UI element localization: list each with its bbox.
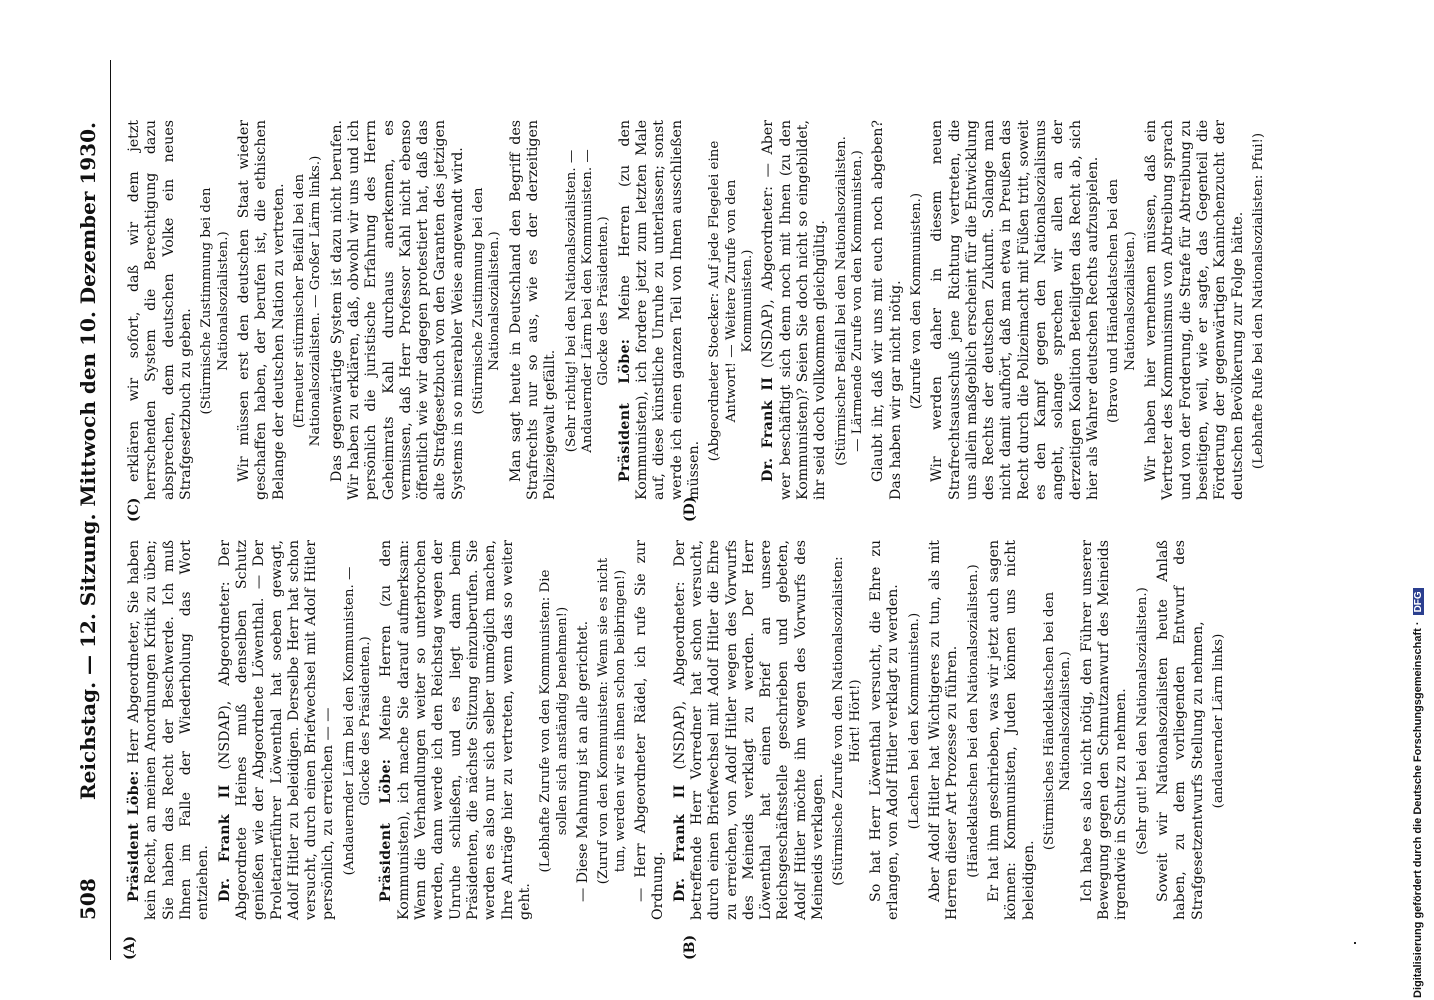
- text-paragraph: Wir müssen erst den deutschen Staat wieder geschaffen haben, der berufen ist, die ethischen Belange der deutschen Nation zu vertreten.: [235, 120, 287, 500]
- speech-text: (NSDAP), Abgeordneter: Der Abgeordnete Heines muß denselben Schutz genießen wie der Abgeordnete Löwenthal. — Der Proletarierführer Löwenthal hat soeben gewagt, Adolf Hitler zu beleidigen. Derselbe Herr hat schon versucht, durch einen Briefwechsel mit Adolf Hitler persönlich, zu erreichen — —: [216, 540, 337, 920]
- speech-paragraph: [672, 540, 828, 920]
- interjection: (Zurufe von den Kommunisten.): [908, 192, 924, 410]
- page-title: Reichstag. — 12. Sitzung. Mittwoch den 10. Dezember 1930.: [76, 122, 100, 800]
- dfg-logo: DFG: [1413, 588, 1424, 615]
- funding-sidebar: [1412, 8, 1434, 998]
- speaker-name: Dr. Frank II: [760, 376, 777, 482]
- scan-dot: [1354, 942, 1356, 944]
- left-column: [126, 540, 1231, 920]
- interjection: (Stürmischer Beifall bei den Nationalsozialisten. — Lärmende Zurufe von den Kommunisten.): [833, 136, 865, 466]
- text-paragraph: Wir haben hier vernehmen müssen, daß ein Vertreter des Kommunismus von Abtreibung sprach und von der Forderung, die Strafe für Abtreibung zu beseitigen, weil, wie er sagte, das Gegenteil die Förderung der gegenwärtigen Kaninchenzucht der deutschen Bevölkerung zur Folge hätte.: [1143, 120, 1246, 500]
- page-number: 508: [76, 878, 100, 920]
- interjection: (Stürmische Zustimmung bei den Nationalsozialisten.): [471, 187, 503, 415]
- speaker-name: Dr. Frank II: [216, 784, 233, 902]
- funding-text: Digitalisierung gefördert durch die Deutsche Forschungsgemeinschaft ·: [1412, 621, 1424, 998]
- speaker-name: Dr. Frank II: [671, 784, 688, 902]
- interjection: (Lachen bei den Kommunisten.): [906, 612, 922, 830]
- text-paragraph: Wir werden daher in diesem neuen Strafrechtsausschuß jene Richtung vertreten, die uns allein maßgeblich erscheint für die Entwicklung des Rechts der deutschen Zukunft. Solange man nicht damit aufhört, daß man etwa in Preußen das Recht durch die Polizeimacht mit Füßen tritt, soweit es den Kampf gegen den Nationalsozialismus angeht, solange sprechen wir allen an der derzeitigen Koalition Beteiligten das Recht ab, sich hier als Wahrer deutschen Rechts aufzuspielen.: [929, 120, 1102, 500]
- interjection: (Zuruf von den Kommunisten: Wenn sie es nicht tun, werden wir es ihnen schon beibringen!): [596, 557, 628, 885]
- text-paragraph: Man sagt heute in Deutschland den Begriff des Strafrechts nur so aus, wie es der derzeitigen Polizeigewalt gefällt.: [507, 120, 559, 500]
- funding-notice: [1412, 8, 1424, 998]
- interjection: (Andauernder Lärm bei den Kommunisten. — Glocke des Präsidenten.): [341, 566, 374, 876]
- margin-mark-b: (B): [682, 934, 698, 960]
- interjection: (Lebhafte Zurufe von den Kommunisten: Die sollen sich anständig benehmen!): [538, 569, 570, 873]
- text-paragraph: Das gegenwärtige System ist dazu nicht berufen. Wir haben zu erklären, daß, obwohl wir uns und ich persönlich die juristische Erfahrung des Herrn Geheimrats Kahl durchaus anerkennen, es vermissen, daß Herr Professor Kahl nicht ebenso öffentlich wie wir dagegen protestiert hat, daß das alte Strafgesetzbuch von den Garanten des jetzigen Systems in so miserabler Weise angewandt wird.: [328, 120, 466, 500]
- speech-text: (NSDAP), Abgeordneter: Der betreffende Herr Vorredner hat schon versucht, durch einen Briefwechsel mit Adolf Hitler die Ehre zu erreichen, von Adolf Hitler wegen des Vorwurfs des Meineids verklagt zu werden. Der Herr Löwenthal hat einen Brief an unsere Reichsgeschäftsstelle geschrieben und gebeten, Adolf Hitler möchte ihn wegen des Vorwurfs des Meineids verklagen.: [671, 540, 827, 920]
- interjection: (Sehr gut! bei den Nationalsozialisten.): [1134, 587, 1150, 855]
- rotated-document: [62, 60, 1362, 960]
- speech-paragraph: [760, 120, 829, 500]
- text-paragraph: Soweit wir Nationalsozialisten heute Anlaß haben, zu dem vorliegenden Entwurf des Strafgesetzentwurfs Stellung zu nehmen,: [1154, 540, 1206, 920]
- interjection: (Stürmisches Händeklatschen bei den Nationalsozialisten.): [1041, 591, 1074, 851]
- text-paragraph: So hat Herr Löwenthal versucht, die Ehre zu erlangen, von Adolf Hitler verklagt zu werden.: [868, 540, 902, 920]
- speech-paragraph: [217, 540, 338, 920]
- text-paragraph: erklären wir sofort, daß wir dem jetzt herrschenden System die Berechtigung dazu absprechen, dem deutschen Volke ein neues Strafgesetzbuch zu geben.: [126, 120, 194, 500]
- interjection: (Abgeordneter Stoecker: Auf jede Flegelei eine Antwort! — Weitere Zurufe von den Kommunisten.): [707, 140, 755, 462]
- speech-text: Herr Abgeordneter, Sie haben kein Recht, an meinen Anordnungen Kritik zu üben; Sie haben das Recht der Beschwerde. Ich muß Ihnen im Falle der Wiederholung das Wort entziehen.: [126, 539, 212, 920]
- margin-mark-c: (C): [126, 497, 142, 522]
- speaker-name: Präsident Löbe:: [126, 770, 142, 902]
- text-paragraph: Er hat ihm geschrieben, was wir jetzt auch sagen können: Kommunisten, Juden können uns nicht beleidigen.: [986, 540, 1037, 920]
- interjection: (Lebhafte Rufe bei den Nationalsozialisten: Pfui!): [1250, 132, 1266, 470]
- speech-text: Meine Herren (zu den Kommunisten), ich fordere jetzt zum letzten Male auf, diese künstliche Unruhe zu unterlassen; sonst werde ich einen ganzen Teil von Ihnen ausschließen müssen.: [616, 120, 702, 500]
- text-paragraph: Aber Adolf Hitler hat Wichtigeres zu tun, als mit Herren dieser Art Prozesse zu führen.: [927, 540, 961, 920]
- interjection: (andauernder Lärm links): [1210, 633, 1226, 809]
- interjection: (Erneuter stürmischer Beifall bei den Nationalsozialisten. — Großer Lärm links.): [291, 155, 324, 447]
- text-paragraph: — Herr Abgeordneter Rädel, ich rufe Sie zur Ordnung.: [632, 540, 667, 920]
- text-paragraph: — Diese Mahnung ist an alle gerichtet.: [574, 620, 591, 902]
- interjection: (Bravo und Händeklatschen bei den Nationalsozialisten.): [1106, 179, 1138, 423]
- speech-text: Meine Herren (zu den Kommunisten), ich mache Sie darauf aufmerksam: Wenn die Verhandlungen weiter so unterbrochen werden, dann werde ich den Reichstag wegen der Unruhe schließen, und es liegt dann beim Präsidenten, die nächste Sitzung einzuberufen. Sie werden es also nur sich selber unmöglich machen, Ihre Anträge hier zu vertreten, wenn das so weiter geht.: [378, 540, 533, 920]
- interjection: (Sehr richtig! bei den Nationalsozialisten. — Andauernder Lärm bei den Kommunisten. — Glocke des Präsidenten.): [563, 149, 612, 453]
- right-column: [126, 120, 1271, 500]
- running-header: [62, 60, 111, 960]
- text-paragraph: Ich habe es also nicht nötig, den Führer unserer Bewegung gegen den Schmutzanwurf des Meineids irgendwie in Schutz zu nehmen.: [1078, 540, 1130, 920]
- interjection: (Stürmische Zustimmung bei den Nationalsozialisten.): [199, 187, 231, 415]
- speaker-name: Präsident Löbe:: [378, 758, 395, 902]
- margin-mark-d: (D): [682, 496, 698, 522]
- speech-paragraph: [378, 540, 534, 920]
- text-paragraph: Glaubt ihr, daß wir uns mit euch noch abgeben? Das haben wir gar nicht nötig.: [870, 120, 904, 500]
- speech-text: (NSDAP), Abgeordneter: — Aber wer beschäftigt sich denn noch mit Ihnen (zu den Kommunisten)? Seien Sie doch nicht so eingebildet, ihr seid doch vollkommen gleichgültig.: [760, 120, 829, 500]
- interjection: (Händeklatschen bei den Nationalsozialisten.): [965, 564, 981, 878]
- interjection: (Stürmische Zurufe von den Nationalsozialisten: Hört! Hört!): [831, 556, 863, 886]
- margin-mark-a: (A): [122, 935, 138, 960]
- speaker-name: Präsident Löbe:: [616, 338, 633, 482]
- speech-paragraph: [617, 120, 704, 500]
- speech-paragraph: [126, 540, 213, 920]
